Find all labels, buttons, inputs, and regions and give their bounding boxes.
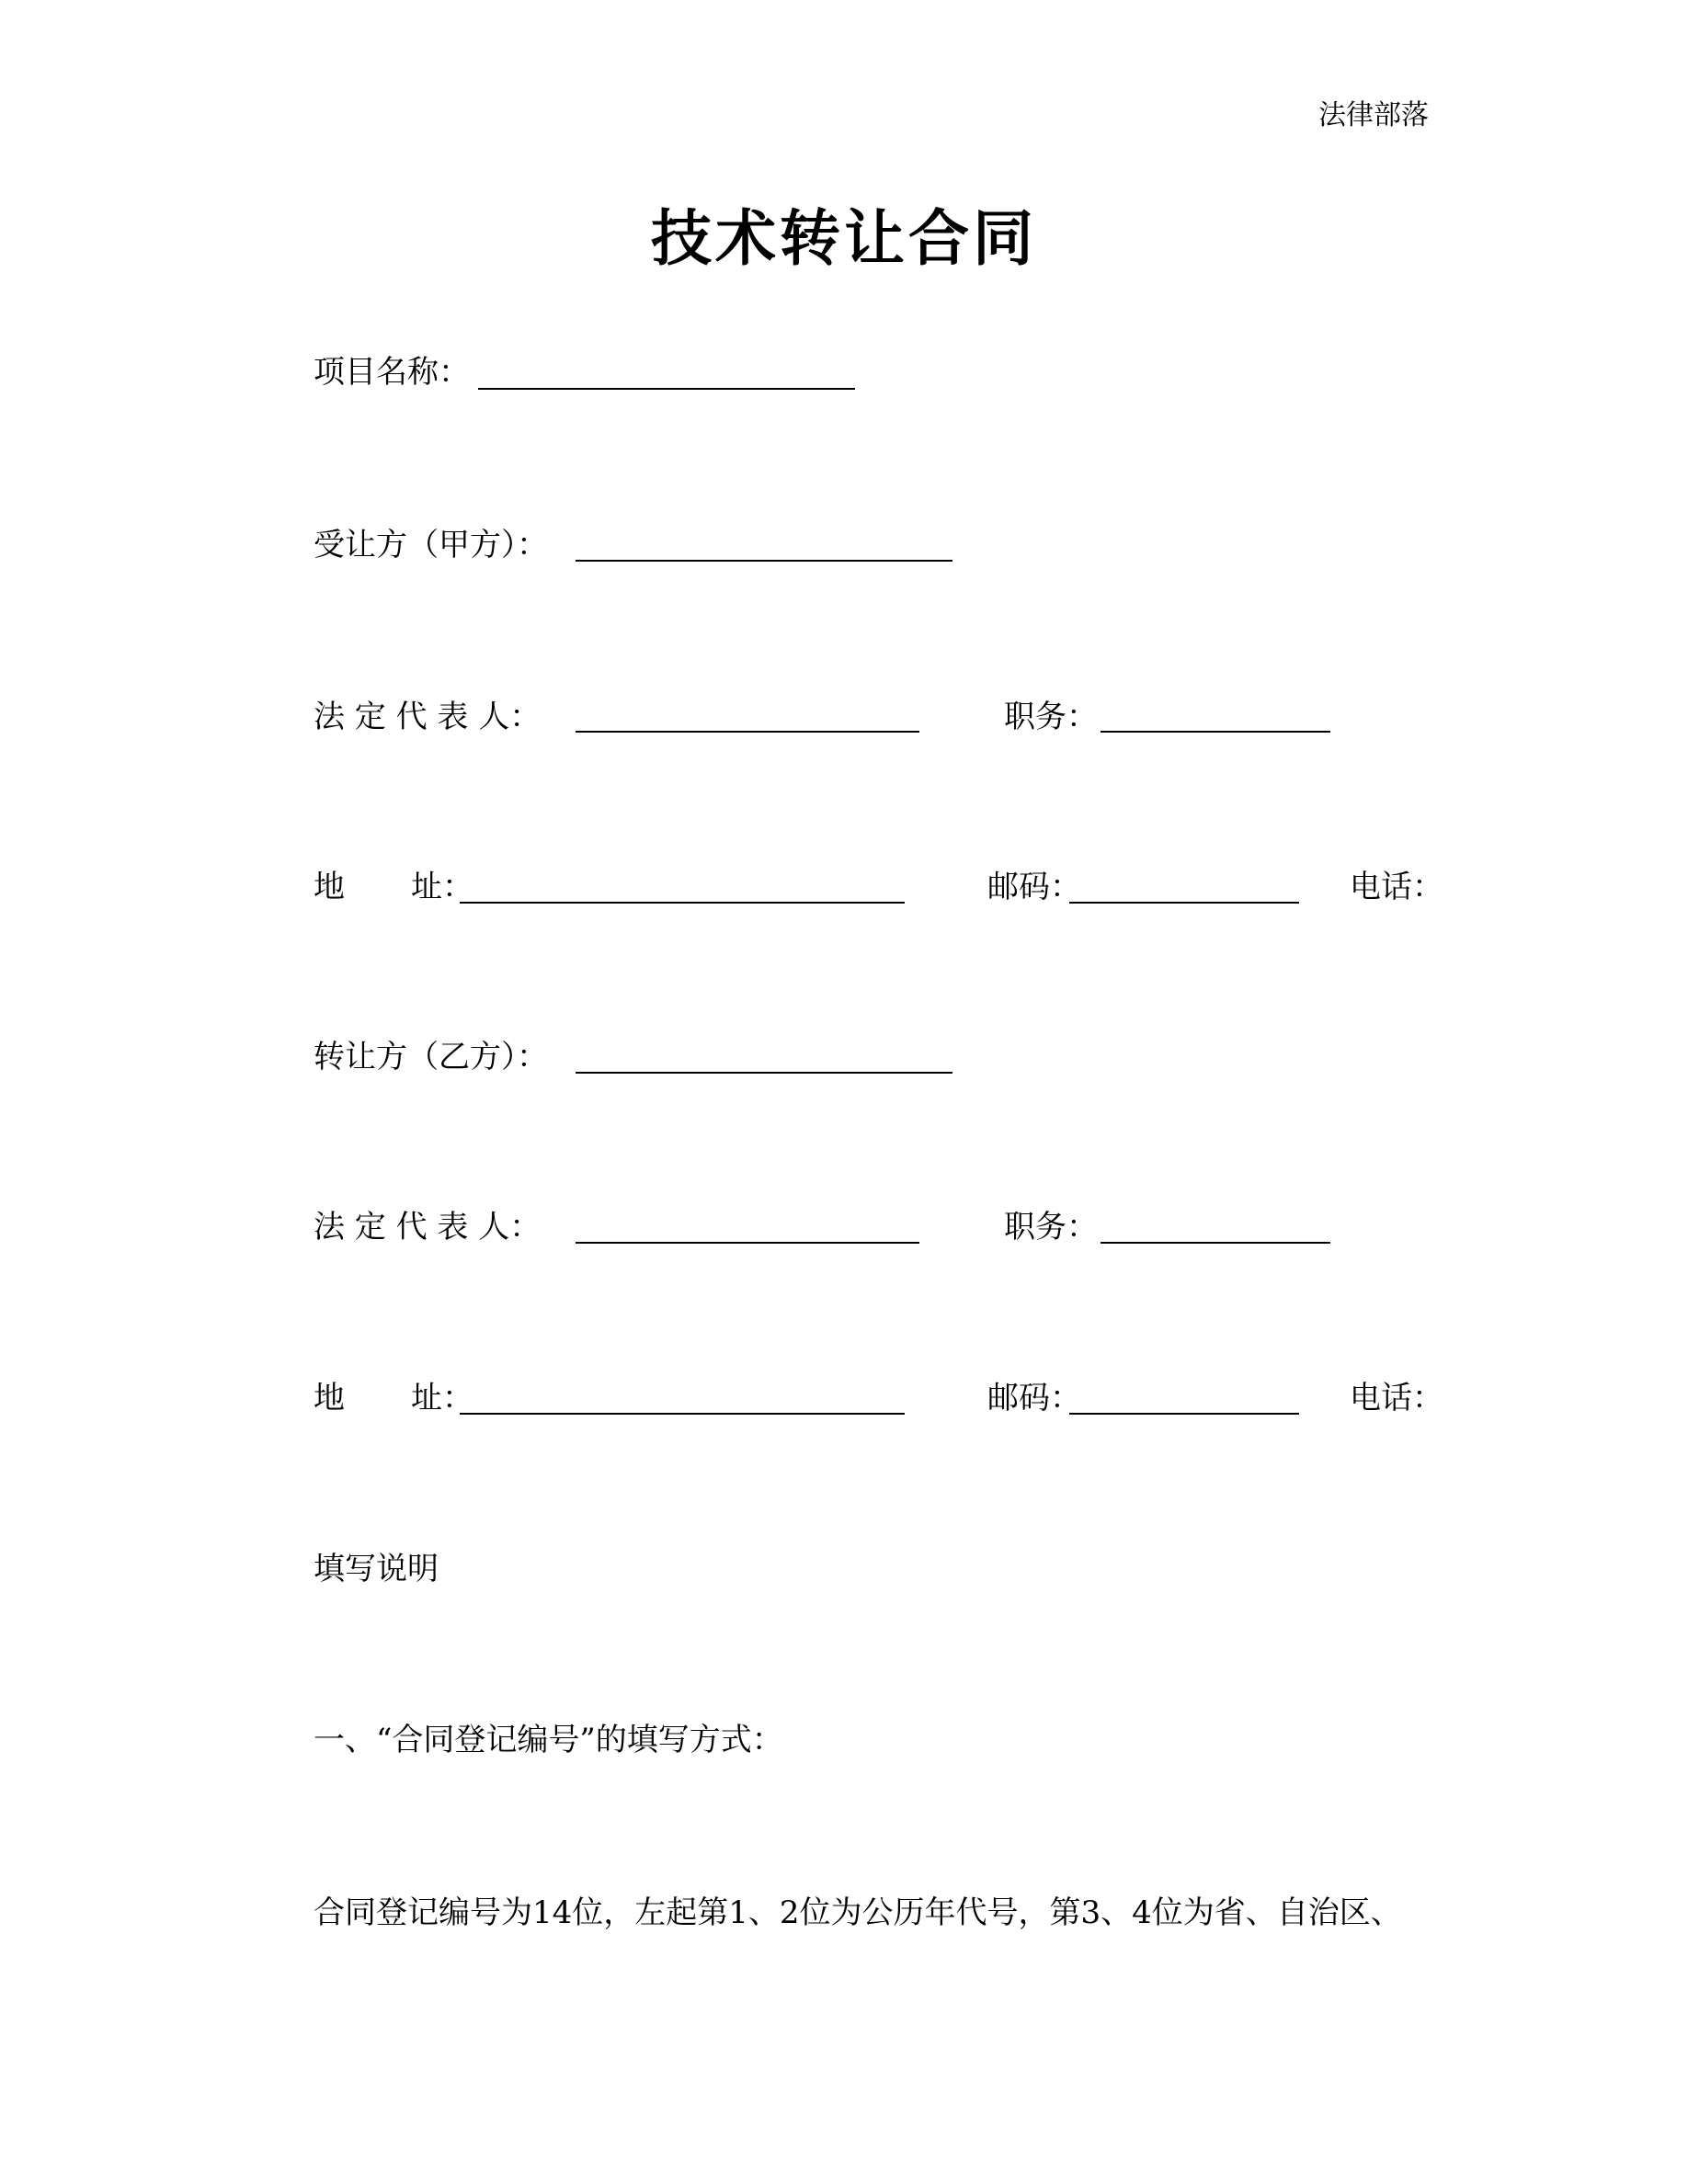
assignor-blank[interactable]	[576, 1072, 952, 1074]
instructions-heading: 填写说明	[314, 1551, 439, 1587]
party-b-position-blank[interactable]	[1101, 1242, 1330, 1244]
assignee-blank[interactable]	[576, 560, 952, 562]
project-name-blank[interactable]	[478, 388, 855, 390]
party-b-postcode-label: 邮码：	[987, 1380, 1081, 1416]
party-a-postcode-label: 邮码：	[987, 869, 1081, 905]
assignor-label: 转让方（乙方）：	[314, 1039, 548, 1075]
party-b-address-blank[interactable]	[460, 1413, 905, 1415]
header-mark: 法律部落	[1318, 99, 1429, 131]
party-a-address-blank[interactable]	[460, 902, 905, 904]
party-a-address-label-1: 地	[314, 869, 345, 905]
project-name-label: 项目名称：	[314, 354, 470, 391]
party-b-address-label-2: 址：	[411, 1380, 473, 1416]
party-a-position-label: 职务：	[1004, 699, 1098, 735]
assignee-label: 受让方（甲方）：	[314, 527, 548, 563]
party-b-postcode-blank[interactable]	[1069, 1413, 1299, 1415]
instructions-item-1: 一、“合同登记编号”的填写方式：	[314, 1722, 783, 1758]
party-a-legal-rep-blank[interactable]	[576, 731, 919, 733]
party-b-phone-label: 电话：	[1350, 1380, 1443, 1416]
party-a-address-label-2: 址：	[411, 869, 473, 905]
party-b-legal-rep-label: 法 定 代 表 人：	[314, 1209, 542, 1246]
party-b-legal-rep-blank[interactable]	[576, 1242, 919, 1244]
party-a-position-blank[interactable]	[1101, 731, 1330, 733]
contract-title: 技术转让合同	[651, 203, 1037, 274]
instructions-item-1-body: 合同登记编号为14位，左起第1、2位为公历年代号，第3、4位为省、自治区、	[314, 1894, 1402, 1931]
party-a-phone-label: 电话：	[1350, 869, 1443, 905]
party-a-postcode-blank[interactable]	[1069, 902, 1299, 904]
party-b-position-label: 职务：	[1004, 1209, 1098, 1246]
party-a-legal-rep-label: 法 定 代 表 人：	[314, 699, 542, 735]
party-b-address-label-1: 地	[314, 1380, 345, 1416]
